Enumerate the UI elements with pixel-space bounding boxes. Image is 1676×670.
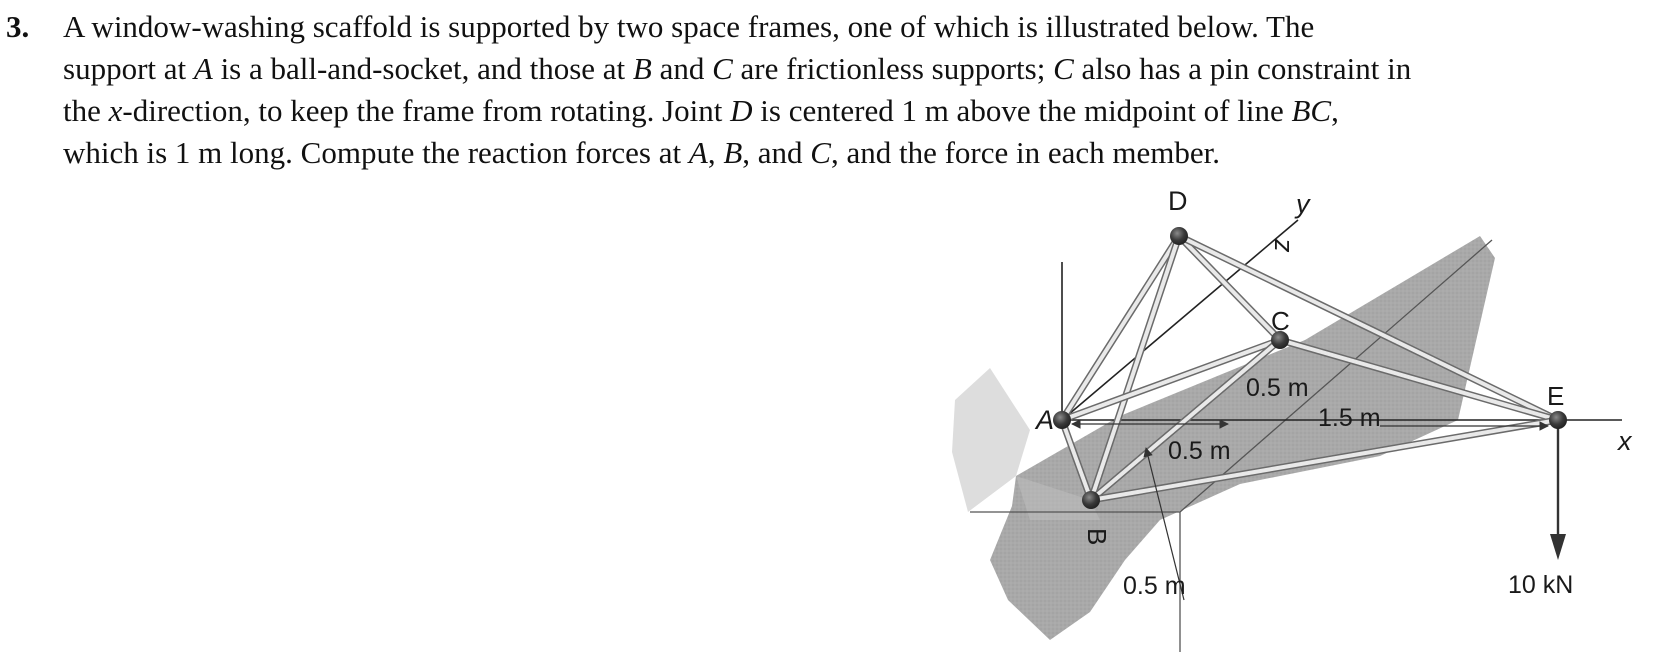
joint-A: [1053, 411, 1071, 429]
math-variable: BC: [1291, 93, 1332, 128]
load-arrow: [1550, 420, 1566, 560]
text-segment: and: [651, 51, 713, 86]
math-variable: C: [712, 51, 733, 86]
math-variable: C: [810, 135, 831, 170]
member-AD: [1062, 236, 1179, 420]
text-segment: is a ball-and-socket, and those at: [212, 51, 633, 86]
text-segment: are frictionless supports;: [732, 51, 1054, 86]
text-segment: A window-washing scaffold is supported by two space frames, one of which is illustrated below. The: [63, 9, 1315, 44]
label-E: E: [1547, 381, 1565, 411]
text-segment: support at: [63, 51, 194, 86]
text-segment: , and: [742, 135, 811, 170]
text-segment: is centered 1 m above the midpoint of line: [752, 93, 1292, 128]
dim-label-AB-top: 0.5 m: [1168, 437, 1231, 465]
dim-label-AB-bottom: 0.5 m: [1123, 572, 1186, 600]
math-variable: A: [193, 51, 213, 86]
math-variable: D: [730, 93, 753, 128]
label-x-axis: x: [1618, 426, 1632, 456]
math-variable: x: [108, 93, 123, 128]
dim-label-AE: 1.5 m: [1318, 404, 1381, 432]
math-variable: C: [1053, 51, 1074, 86]
label-D: D: [1168, 186, 1188, 216]
math-variable: B: [632, 51, 652, 86]
label-z-axis: z: [1265, 238, 1295, 252]
text-segment: the: [63, 93, 109, 128]
math-variable: A: [688, 135, 708, 170]
label-B: B: [1082, 528, 1112, 546]
load-label: 10 kN: [1508, 571, 1574, 599]
joint-D: [1170, 227, 1188, 245]
label-y-axis: y: [1296, 189, 1310, 219]
label-A: A: [1036, 405, 1055, 435]
math-variable: B: [723, 135, 743, 170]
joint-E: [1549, 411, 1567, 429]
text-segment: -direction, to keep the frame from rotating. Joint: [122, 93, 731, 128]
text-segment: which is 1 m long. Compute the reaction forces at: [63, 135, 689, 170]
label-C: C: [1271, 306, 1290, 336]
dim-label-AC: 0.5 m: [1246, 374, 1309, 402]
text-segment: also has a pin constraint in: [1073, 51, 1412, 86]
text-segment: ,: [707, 135, 724, 170]
problem-number: 3.: [6, 9, 30, 44]
joint-B: [1082, 491, 1100, 509]
text-segment: , and the force in each member.: [830, 135, 1220, 170]
text-segment: ,: [1331, 93, 1339, 128]
